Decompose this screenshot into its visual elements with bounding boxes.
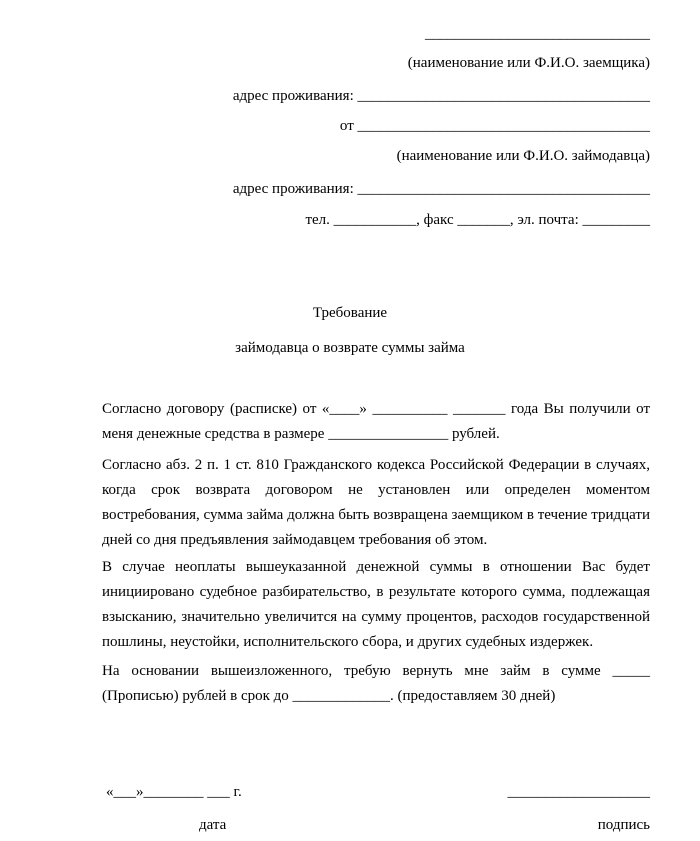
signature-caption: подпись: [597, 817, 650, 833]
lender-address: адрес проживания: _______________________________________: [232, 181, 650, 197]
paragraph-contract: Согласно договору (расписке) от «____» __________ _______ года Вы получили от меня денежные средства в размере ________________ рублей.: [102, 401, 650, 442]
signature-line: ___________________: [507, 784, 650, 800]
contacts-line: тел. ___________, факс _______, эл. почта: _________: [305, 212, 650, 228]
lender-caption: (наименование или Ф.И.О. займодавца): [396, 148, 650, 164]
paragraph-law-reference: Согласно абз. 2 п. 1 ст. 810 Гражданского кодекса Российской Федерации в случаях, когда срок возврата договором не установлен или определен моментом востребования, сумма займа должна быть возвращена заемщиком в течение тридцати дней со дня предъявления займодавцем требования об этом.: [102, 457, 650, 548]
borrower-address: адрес проживания: _______________________________________: [232, 88, 650, 104]
document-title: Требование: [312, 305, 388, 321]
date-caption: дата: [199, 817, 227, 833]
from-line: от _______________________________________: [339, 118, 650, 134]
borrower-caption: (наименование или Ф.И.О. заемщика): [407, 55, 650, 71]
date-line: «___»________ ___ г.: [106, 784, 242, 800]
paragraph-demand: На основании вышеизложенного, требую вернуть мне займ в сумме _____ (Прописью) рублей в срок до _____________. (предоставляем 30 дней): [102, 663, 650, 704]
top-blank-rule: ______________________________: [425, 26, 650, 42]
paragraph-consequences: В случае неоплаты вышеуказанной денежной суммы в отношении Вас будет инициировано судебное разбирательство, в результате которого сумма, подлежащая взысканию, значительно увеличится на сумму процентов, расходов государственной пошлины, неустойки, исполнительского сбора, и других судебных издержек.: [102, 559, 650, 650]
document-subtitle: займодавца о возврате суммы займа: [235, 340, 465, 356]
